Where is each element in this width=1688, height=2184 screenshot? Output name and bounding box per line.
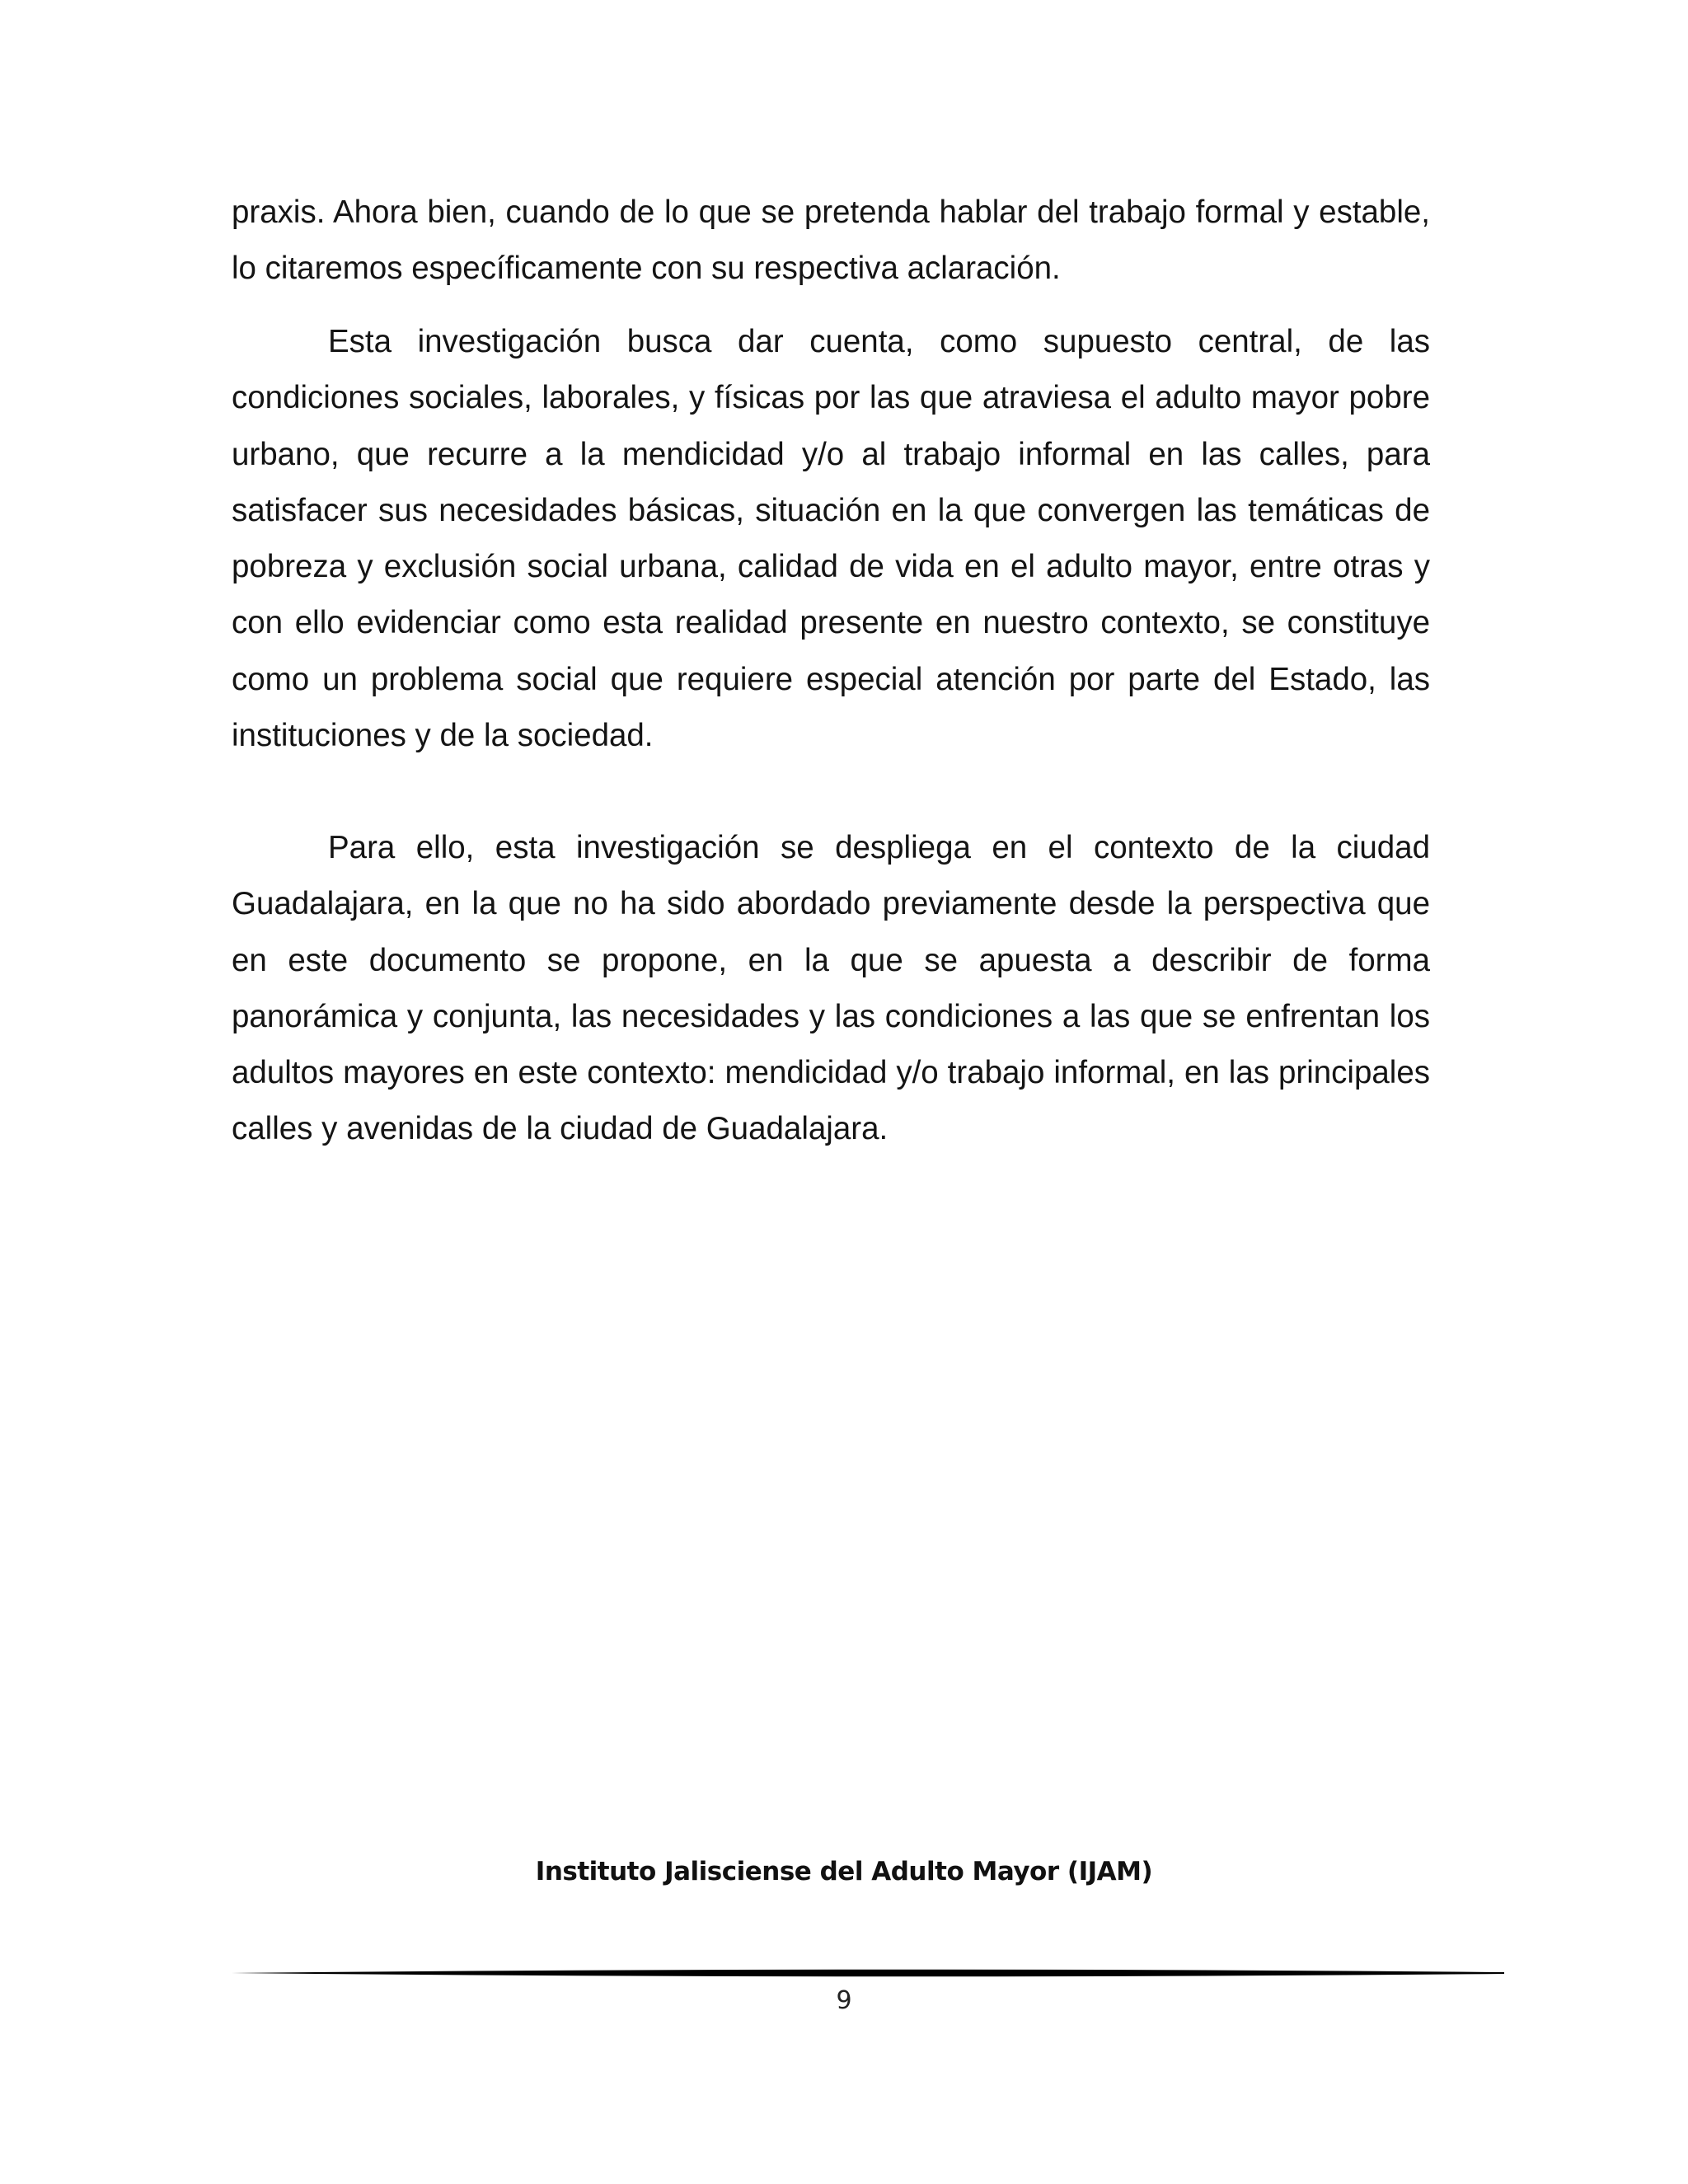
paragraph-3: Para ello, esta investigación se despliega en el contexto de la ciudad Guadalajara, en la que no ha sido abordado previamente desde la perspectiva que en este documento se propone, en la que se apuesta a describir de forma panorámica y conjunta, las necesidades y las condiciones a las que se enfrentan los adultos mayores en este contexto: mendicidad y/o trabajo informal, en las principales calles y avenidas de la ciudad de Guadalajara. <box>232 830 1430 1147</box>
paragraph-2: Esta investigación busca dar cuenta, como supuesto central, de las condiciones sociales, laborales, y físicas por las que atraviesa el adulto mayor pobre urbano, que recurre a la mendicidad y/o al trabajo informal en las calles, para satisfacer sus necesidades básicas, situación en la que convergen las temáticas de pobreza y exclusión social urbana, calidad de vida en el adulto mayor, entre otras y con ello evidenciar como esta realidad presente en nuestro contexto, se constituye como un problema social que requiere especial atención por parte del Estado, las instituciones y de la sociedad. <box>232 324 1430 754</box>
paragraph-1: praxis. Ahora bien, cuando de lo que se pretenda hablar del trabajo formal y estable, lo citaremos específicamente con su respectiva aclaración. <box>232 194 1430 287</box>
page-number: 9 <box>836 1986 852 2015</box>
footer-institution-name: Instituto Jalisciense del Adulto Mayor (IJAM) <box>535 1857 1153 1886</box>
footer-divider <box>232 1965 1504 1981</box>
